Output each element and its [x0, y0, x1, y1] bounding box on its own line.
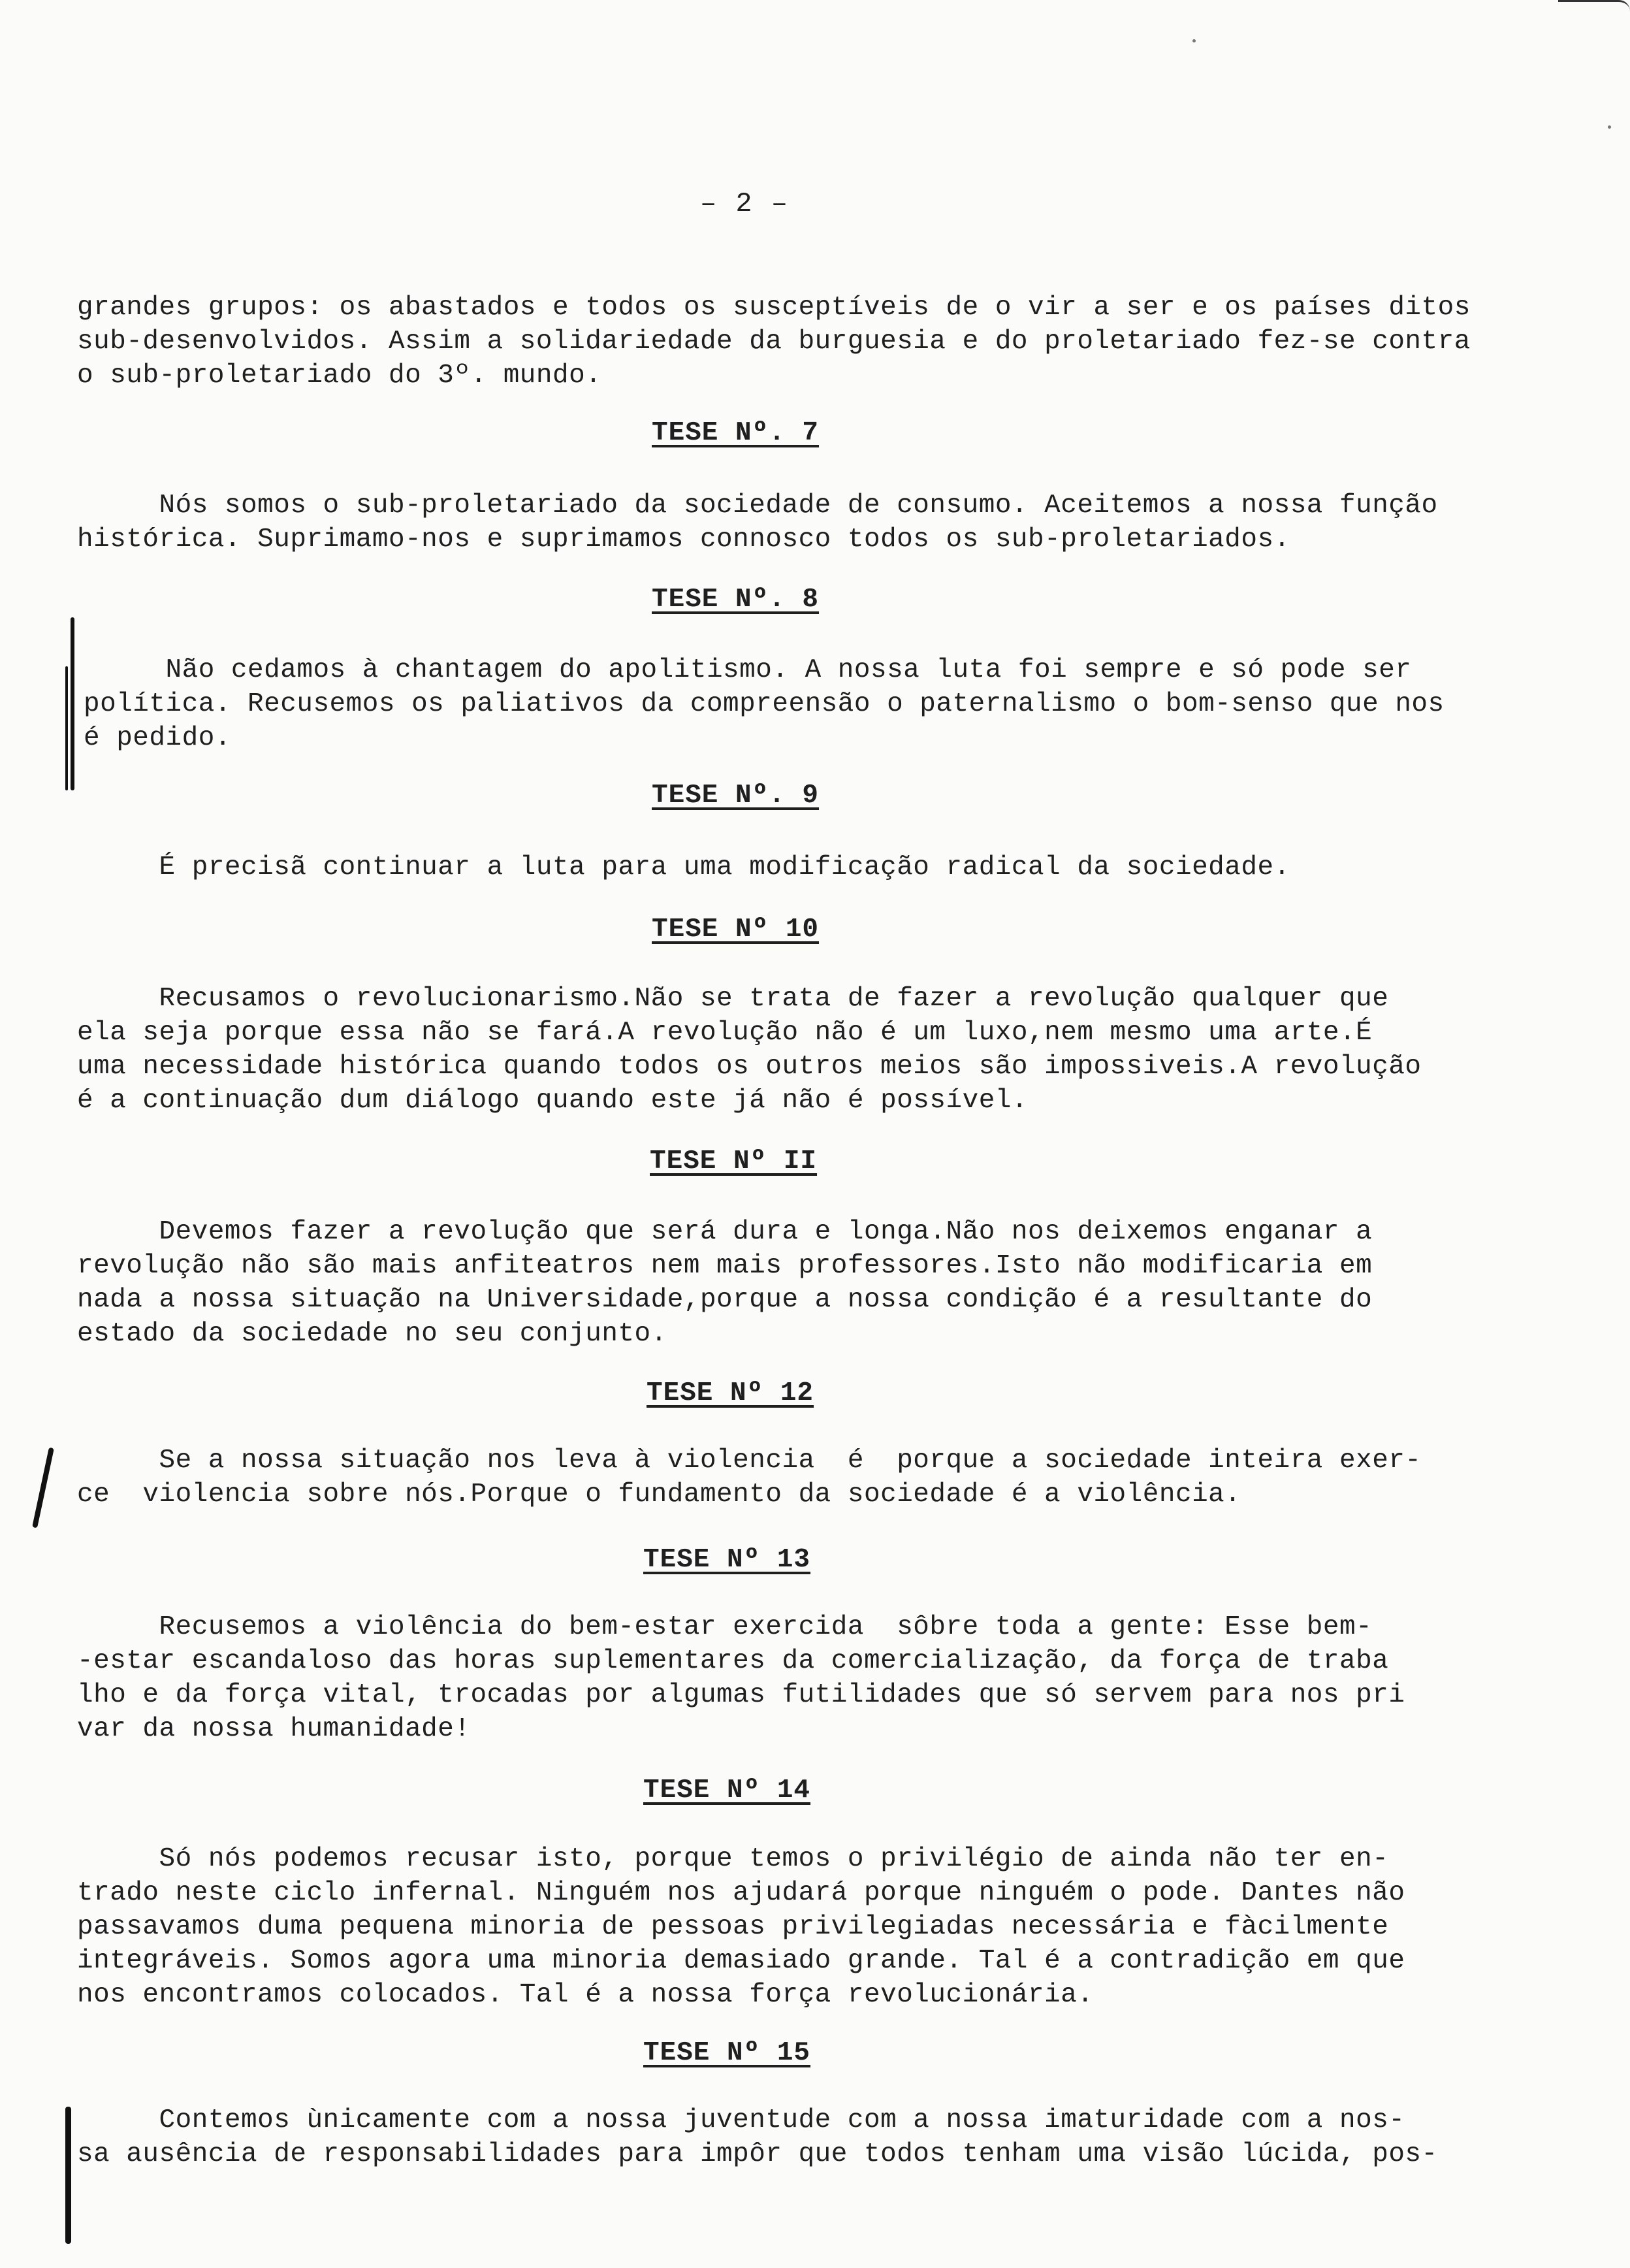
paragraph-tese-8: Não cedamos à chantagem do apolitismo. A nossa luta foi sempre e só pode ser política. Recusemos os paliativos da compreensão o paternalismo o bom-senso que nos é pedido.	[84, 655, 1445, 753]
margin-mark	[71, 617, 74, 790]
margin-mark	[65, 2107, 71, 2244]
paragraph-tese-7: Nós somos o sub-proletariado da sociedade de consumo. Aceitemos a nossa função histórica. Suprimamo-nos e suprimamos connosco todos os sub-proletariados.	[77, 491, 1438, 555]
paragraph-tese-9: É precisã continuar a luta para uma modificação radical da sociedade.	[77, 852, 1290, 883]
paragraph-tese-11: Devemos fazer a revolução que será dura e longa.Não nos deixemos enganar a revolução não são mais anfiteatros nem mais professores.Isto não modificaria em nada a nossa situação na Universidade,porque a nossa condição é a resultante do estado da sociedade no seu conjunto.	[77, 1217, 1373, 1349]
paragraph-tese-10: Recusamos o revolucionarismo.Não se trata de fazer a revolução qualquer que ela seja porque essa não se fará.A revolução não é um luxo,nem mesmo uma arte.É uma necessidade histórica quando todos os outros meios são impossiveis.A revolução é a continuação dum diálogo quando este já não é possível.	[77, 984, 1422, 1116]
heading-tese-9: TESE Nº. 9	[652, 781, 820, 811]
heading-tese-12: TESE Nº 12	[647, 1378, 814, 1408]
heading-tese-7: TESE Nº. 7	[652, 418, 820, 448]
heading-tese-10: TESE Nº 10	[652, 915, 820, 945]
paragraph-tese-14: Só nós podemos recusar isto, porque temos o privilégio de ainda não ter en- trado neste ciclo infernal. Ninguém nos ajudará porque ninguém o pode. Dantes não passavamos duma pequena minoria de pessoas privilegiadas necessária e fàcilmente integráveis. Somos agora uma minoria demasiado grande. Tal é a contradição em que nos encontramos colocados. Tal é a nossa força revolucionária.	[77, 1844, 1405, 2010]
scan-speck	[1608, 125, 1611, 129]
margin-mark	[65, 666, 68, 790]
heading-tese-11: TESE Nº II	[650, 1146, 818, 1176]
scan-speck	[1192, 39, 1196, 42]
paragraph-tese-15: Contemos ùnicamente com a nossa juventude com a nossa imaturidade com a nos- sa ausência de responsabilidades para impôr que todos tenham uma visão lúcida, pos-	[77, 2105, 1438, 2169]
page-number: – 2 –	[700, 188, 790, 219]
paragraph-tese-12: Se a nossa situação nos leva à violencia é porque a sociedade inteira exer- ce violencia sobre nós.Porque o fundamento da sociedade é a violência.	[77, 1446, 1422, 1510]
heading-tese-15: TESE Nº 15	[643, 2038, 811, 2068]
heading-tese-13: TESE Nº 13	[643, 1545, 811, 1575]
heading-tese-14: TESE Nº 14	[643, 1775, 811, 1806]
margin-mark	[32, 1448, 54, 1529]
paragraph-intro: grandes grupos: os abastados e todos os susceptíveis de o vir a ser e os países ditos sub-desenvolvidos. Assim a solidariedade da burguesia e do proletariado fez-se contra o sub-proletariado do 3º. mundo.	[77, 293, 1471, 391]
scan-edge-mark	[1558, 0, 1630, 11]
paragraph-tese-13: Recusemos a violência do bem-estar exercida sôbre toda a gente: Esse bem- -estar escandaloso das horas suplementares da comercialização, da força de traba lho e da força vital, trocadas por algumas futilidades que só servem para nos pri var da nossa humanidade!	[77, 1612, 1405, 1744]
heading-tese-8: TESE Nº. 8	[652, 585, 820, 615]
